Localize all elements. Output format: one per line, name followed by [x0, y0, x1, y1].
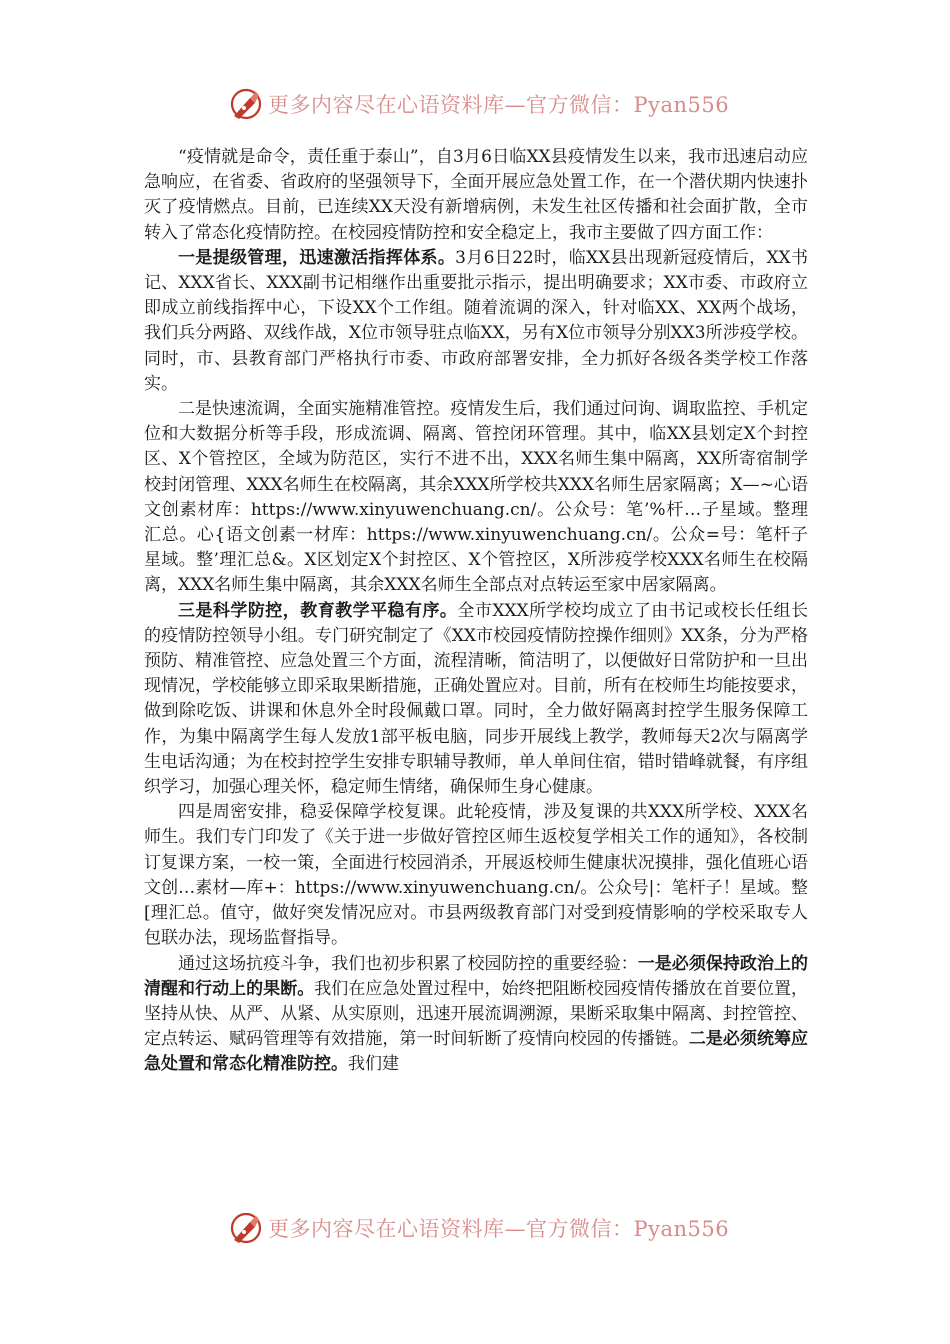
watermark-banner-top [228, 84, 748, 124]
paragraph [144, 952, 808, 1078]
paragraph-text: 3月6日22时，临XX县出现新冠疫情后，XX书记、XXX省长、XXX副书记相继作出重要批示指示，提出明确要求；XX市委、市政府立即成立前线指挥中心，下设XX个工作组。随着流调的深入，针对临XX、XX两个战场，我们兵分两路、双线作战，X位市领导驻点临XX，另有X位市领导分别XX3所涉疫学校。同时，市、县教育部门严格执行市委、市政府部署安排，全力抓好各级各类学校工作落实。 [144, 247, 808, 394]
paragraph [144, 397, 808, 599]
pen-nib-logo-icon [228, 86, 264, 122]
watermark-text: 更多内容尽在心语资料库—官方微信：Pyan556 [268, 93, 730, 117]
paragraph-bold-point: 二是必须统筹应急处置和常态化精准防控。 [144, 1029, 809, 1075]
paragraph-text: 二是快速流调，全面实施精准管控。疫情发生后，我们通过问询、调取监控、手机定位和大数据分析等手段，形成流调、隔离、管控闭环管理。其中，临XX县划定X个封控区、X个管控区，全域为防范区，实行不进不出，XXX名师生集中隔离，XX所寄宿制学校封闭管理、XXX名师生在校隔离，其余XXX所学校共XXX名师生居家隔离；X—~心语文创素材库：https://www.xinyuwenchuang.cn/。公众号：笔’%杆…子星域。整理汇总。心{语文创素一材库：https://www.xinyuwenchuang.cn/。公众=号：笔杆子星域。整’理汇总&。X区划定X个封控区、X个管控区，X所涉疫学校XXX名师生在校隔离，XXX名师生集中隔离，其余XXX名师生全部点对点转运至家中居家隔离。 [144, 399, 808, 596]
paragraph [144, 800, 808, 951]
paragraph-heading-bold: 三是科学防控，教育教学平稳有序。 [178, 600, 458, 621]
paragraph-text: 我们建 [348, 1054, 399, 1075]
paragraph-text: 四是周密安排，稳妥保障学校复课。此轮疫情，涉及复课的共XXX所学校、XXX名师生。我们专门印发了《关于进一步做好管控区师生返校复学相关工作的通知》，各校制订复课方案，一校一策，全面进行校园消杀，开展返校师生健康状况摸排，强化值班心语文创…素材—库+：https://www.xinyuwenchuang.cn/。公众号|：笔杆子！星域。整[理汇总。值守，做好突发情况应对。市县两级教育部门对受到疫情影响的学校采取专人包联办法，现场监督指导。 [144, 802, 808, 949]
pen-nib-logo-icon [228, 1210, 264, 1246]
watermark-text: 更多内容尽在心语资料库—官方微信：Pyan556 [268, 1217, 730, 1241]
paragraph-text: 全市XXX所学校均成立了由书记或校长任组长的疫情防控领导小组。专门研究制定了《XX市校园疫情防控操作细则》XX条，分为严格预防、精准管控、应急处置三个方面，流程清晰，简洁明了，以便做好日常防护和一旦出现情况，学校能够立即采取果断措施，正确处置应对。目前，所有在校师生均能按要求，做到除吃饭、讲课和休息外全时段佩戴口罩。同时，全力做好隔离封控学生服务保障工作，为集中隔离学生每人发放1部平板电脑，同步开展线上教学，教师每天2次与隔离学生电话沟通；为在校封控学生安排专职辅导教师，单人单间住宿，错时错峰就餐，有序组织学习，加强心理关怀，稳定师生情绪，确保师生身心健康。 [144, 600, 809, 798]
paragraph-text: 通过这场抗疫斗争，我们也初步积累了校园防控的重要经验： [178, 953, 638, 974]
document-body [144, 145, 808, 1078]
paragraph [144, 246, 808, 397]
watermark-banner-bottom [228, 1208, 748, 1248]
paragraph [144, 145, 808, 246]
paragraph [144, 599, 808, 801]
paragraph-text: 我们在应急处置过程中，始终把阻断校园疫情传播放在首要位置，坚持从快、从严、从紧、从实原则，迅速开展流调溯源，果断采取集中隔离、封控管控、定点转运、赋码管理等有效措施，第一时间斩断了疫情向校园的传播链。 [144, 978, 809, 1050]
paragraph-text: “疫情就是命令，责任重于泰山”，自3月6日临XX县疫情发生以来，我市迅速启动应急响应，在省委、省政府的坚强领导下，全面开展应急处置工作，在一个潜伏期内快速扑灭了疫情燃点。目前，已连续XX天没有新增病例，未发生社区传播和社会面扩散，全市转入了常态化疫情防控。在校园疫情防控和安全稳定上，我市主要做了四方面工作： [144, 147, 808, 243]
paragraph-bold-point: 一是必须保持政治上的清醒和行动上的果断。 [144, 953, 808, 999]
paragraph-heading-bold: 一是提级管理，迅速激活指挥体系。 [178, 247, 456, 268]
